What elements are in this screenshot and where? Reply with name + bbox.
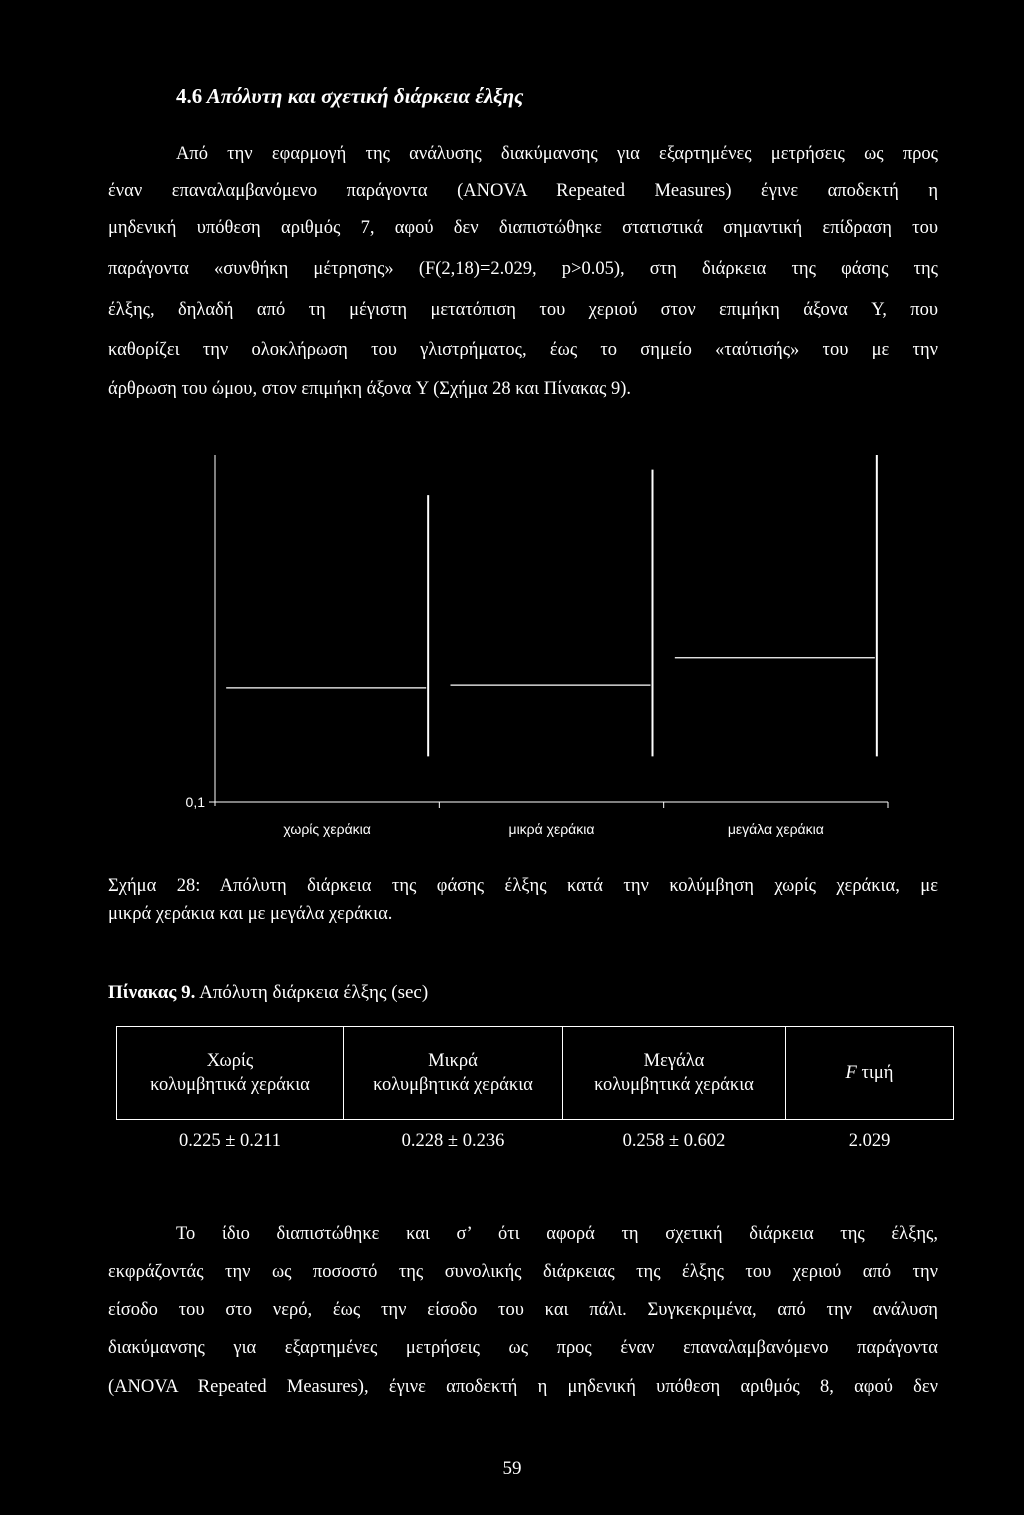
x-tick-label: μικρά χεράκια [508,821,595,837]
caption-line: Σχήμα 28: Απόλυτη διάρκεια της φάσης έλξης κατά την κολύμβηση χωρίς χεράκια, με [108,876,938,896]
table-label: Πίνακας 9. [108,982,196,1003]
results-table [116,1026,954,1162]
table-caption: Απόλυτη διάρκεια έλξης (sec) [199,982,429,1003]
paragraph-line: καθορίζει την ολοκλήρωση του γλιστρήματος, έως το σημείο «ταύτισής» του με την [108,340,938,360]
section-title: Απόλυτη και σχετική διάρκεια έλξης [206,84,524,108]
paragraph-line: μηδενική υπόθεση αριθμός 7, αφού δεν διαπιστώθηκε στατιστικά σημαντική επίδραση του [108,218,938,238]
bar [445,685,659,802]
cell-small-paddles: 0.228 ± 0.236 [401,1130,505,1151]
header-f-value: F τιμή [786,1027,954,1120]
paragraph-line: παράγοντα «συνθήκη μέτρησης» (F(2,18)=2.029, p>0.05), στη διάρκεια της φάσης της [108,259,938,279]
paragraph-line: είσοδο του στο νερό, έως την είσοδο του και πάλι. Συγκεκριμένα, από την ανάλυση [108,1300,938,1320]
cell-f-value: 2.029 [848,1130,891,1151]
paragraph-line: Το ίδιο διαπιστώθηκε και σ’ ότι αφορά τη σχετική διάρκεια της έλξης, [176,1224,938,1244]
paragraph-line: εκφράζοντάς την ως ποσοστό της συνολικής διάρκειας της έλξης του χεριού από την [108,1262,938,1282]
paragraph-line: (ANOVA Repeated Measures), έγινε αποδεκτή η μηδενική υπόθεση αριθμός 8, αφού δεν [108,1377,938,1397]
paragraph-line: έλξης, δηλαδή από τη μέγιστη μετατόπιση του χεριού στον επιμήκη άξονα Y, που [108,300,938,320]
y-tick-label: 0,1 [185,794,205,810]
paragraph-line: έναν επαναλαμβανόμενο παράγοντα (ANOVA Repeated Measures) έγινε αποδεκτή η [108,181,938,201]
paragraph-line: διακύμανσης για εξαρτημένες μετρήσεις ως προς έναν επαναλαμβανόμενο παράγοντα [108,1338,938,1358]
cell-large-paddles: 0.258 ± 0.602 [622,1130,726,1151]
bar [669,658,883,802]
page-number: 59 [502,1458,522,1479]
paragraph-line: άρθρωση του ώμου, στον επιμήκη άξονα Y (Σχήμα 28 και Πίνακας 9). [108,379,631,399]
table-row [117,1120,954,1163]
cell-no-paddles: 0.225 ± 0.211 [179,1130,281,1151]
section-number: 4.6 [176,84,203,108]
x-tick-label: χωρίς χεράκια [283,821,371,837]
header-large-paddles: Μεγάλα κολυμβητικά χεράκια [563,1027,786,1120]
table-title [108,982,428,1004]
x-tick-label: μεγάλα χεράκια [727,821,824,837]
table-header-row [117,1027,954,1120]
bar [220,688,434,802]
paragraph-line: Από την εφαρμογή της ανάλυσης διακύμανσης για εξαρτημένες μετρήσεις ως προς [176,144,938,164]
caption-line: μικρά χεράκια και με μεγάλα χεράκια. [108,904,393,924]
header-small-paddles: Μικρά κολυμβητικά χεράκια [344,1027,563,1120]
header-no-paddles: Χωρίς κολυμβητικά χεράκια [117,1027,344,1120]
